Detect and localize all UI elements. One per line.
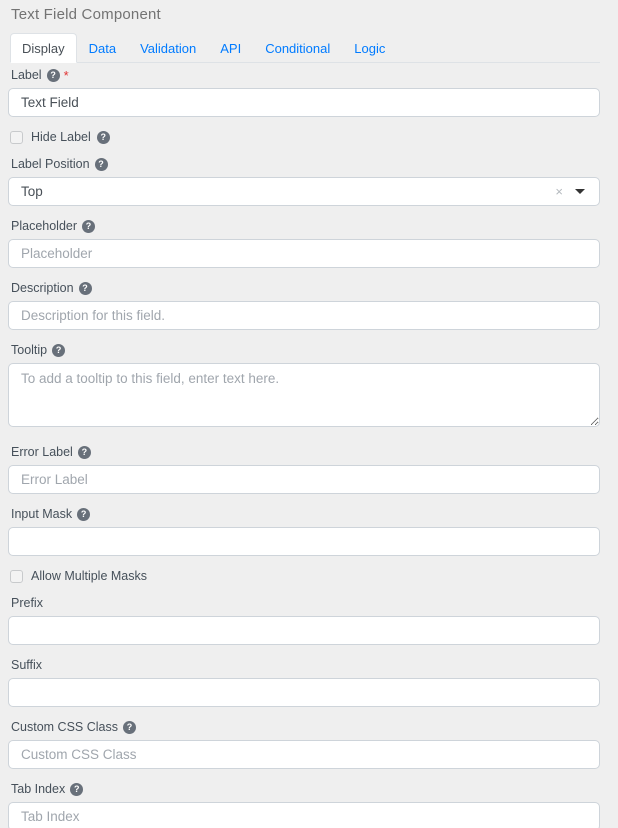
description-label bbox=[11, 282, 600, 295]
required-asterisk: * bbox=[63, 68, 69, 83]
description-input[interactable] bbox=[8, 301, 600, 330]
input-mask-label bbox=[11, 508, 600, 521]
form-group-tab-index bbox=[8, 783, 600, 828]
label-text: Input Mask bbox=[11, 507, 73, 521]
label-text: Tooltip bbox=[11, 343, 48, 357]
help-icon[interactable]: ? bbox=[95, 158, 108, 171]
page-title: Text Field Component bbox=[11, 6, 161, 23]
form-group-description bbox=[8, 282, 600, 330]
help-icon[interactable]: ? bbox=[52, 344, 65, 357]
tab-data[interactable]: Data bbox=[88, 41, 117, 56]
form-group-custom-css-class bbox=[8, 721, 600, 769]
tooltip-label bbox=[11, 344, 600, 357]
label-input[interactable] bbox=[8, 88, 600, 117]
tab-display[interactable]: Display bbox=[10, 33, 77, 63]
label-position-select[interactable] bbox=[8, 177, 600, 206]
tab-index-input[interactable] bbox=[8, 802, 600, 828]
form-group-tooltip bbox=[8, 344, 600, 432]
placeholder-label bbox=[11, 220, 600, 233]
form-group-suffix bbox=[8, 659, 600, 707]
suffix-label bbox=[11, 659, 600, 672]
selected-option: Top bbox=[21, 184, 43, 199]
error-label-input[interactable] bbox=[8, 465, 600, 494]
form-group-input-mask bbox=[8, 508, 600, 556]
allow-multiple-masks-row[interactable] bbox=[10, 570, 600, 583]
hide-label-label bbox=[31, 131, 110, 144]
settings-tab-bar bbox=[10, 33, 600, 63]
tab-logic[interactable]: Logic bbox=[354, 41, 386, 56]
label-text: Error Label bbox=[11, 445, 73, 459]
help-icon[interactable]: ? bbox=[78, 446, 91, 459]
component-settings-panel bbox=[0, 6, 618, 828]
label-text: Custom CSS Class bbox=[11, 720, 118, 734]
help-icon[interactable]: ? bbox=[70, 783, 83, 796]
label-text: Prefix bbox=[11, 596, 43, 610]
prefix-input[interactable] bbox=[8, 616, 600, 645]
chevron-down-icon bbox=[575, 189, 585, 194]
custom-css-class-label bbox=[11, 721, 600, 734]
prefix-label bbox=[11, 597, 600, 610]
tab-api[interactable]: API bbox=[220, 41, 242, 56]
hide-label-row[interactable] bbox=[10, 131, 600, 144]
help-icon[interactable]: ? bbox=[82, 220, 95, 233]
tooltip-textarea[interactable] bbox=[8, 363, 600, 427]
form-group-placeholder bbox=[8, 220, 600, 268]
help-icon[interactable]: ? bbox=[97, 131, 110, 144]
suffix-input[interactable] bbox=[8, 678, 600, 707]
tab-conditional[interactable]: Conditional bbox=[265, 41, 331, 56]
form-group-label bbox=[8, 69, 600, 117]
form-group-label-position bbox=[8, 158, 600, 206]
input-mask-input[interactable] bbox=[8, 527, 600, 556]
allow-multiple-masks-label bbox=[31, 570, 147, 583]
label-text: Description bbox=[11, 281, 74, 295]
error-label-label bbox=[11, 446, 600, 459]
form-group-error-label bbox=[8, 446, 600, 494]
allow-multiple-masks-checkbox[interactable] bbox=[10, 570, 23, 583]
label-text: Placeholder bbox=[11, 219, 78, 233]
label-text: Label bbox=[11, 68, 42, 82]
help-icon[interactable]: ? bbox=[79, 282, 92, 295]
help-icon[interactable]: ? bbox=[77, 508, 90, 521]
label-position-label bbox=[11, 158, 600, 171]
tab-validation[interactable]: Validation bbox=[140, 41, 197, 56]
placeholder-input[interactable] bbox=[8, 239, 600, 268]
hide-label-checkbox[interactable] bbox=[10, 131, 23, 144]
hide-label-text: Hide Label bbox=[31, 130, 91, 144]
label-text: Tab Index bbox=[11, 782, 66, 796]
label-text: Label Position bbox=[11, 157, 90, 171]
clear-selection-icon[interactable]: × bbox=[555, 184, 563, 199]
tab-index-label bbox=[11, 783, 600, 796]
help-icon[interactable]: ? bbox=[47, 69, 60, 82]
display-tab-content bbox=[8, 69, 600, 828]
label-text: Suffix bbox=[11, 658, 43, 672]
allow-multiple-masks-text: Allow Multiple Masks bbox=[31, 569, 148, 583]
help-icon[interactable]: ? bbox=[123, 721, 136, 734]
label-field-label bbox=[11, 69, 600, 82]
custom-css-class-input[interactable] bbox=[8, 740, 600, 769]
form-group-prefix bbox=[8, 597, 600, 645]
